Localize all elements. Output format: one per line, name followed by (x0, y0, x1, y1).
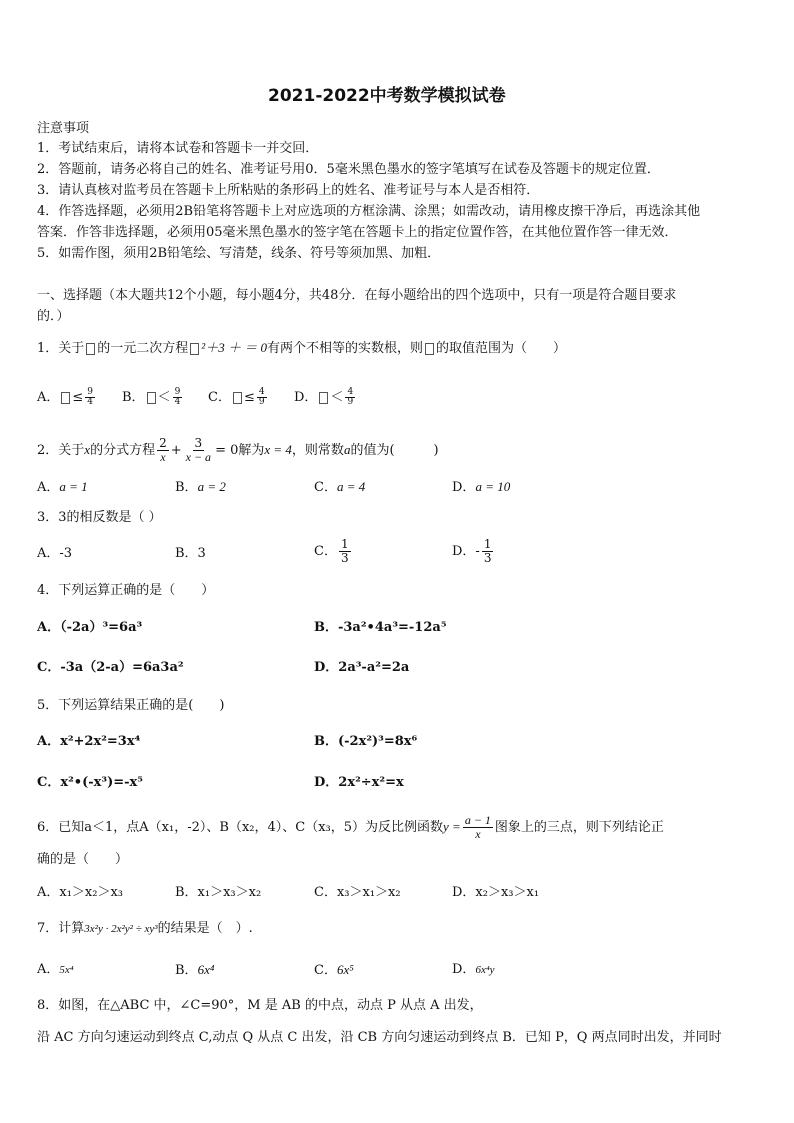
q7-stem-a: 7．计算 (37, 921, 85, 936)
option-label: C． (314, 544, 337, 559)
q1-option-d[interactable] (294, 388, 357, 407)
question-6-stem (37, 812, 664, 843)
q2-option-d[interactable] (452, 478, 510, 497)
q6-option-a[interactable]: A．x₁＞x₂＞x₃ (37, 885, 124, 900)
q1-option-c[interactable] (208, 388, 269, 407)
q2-option-a[interactable] (37, 478, 88, 497)
q2-condition: x = 4 (264, 442, 292, 457)
option-label: B． (122, 390, 145, 405)
option-label: A． (37, 480, 60, 495)
q6-option-c[interactable]: C．x₃＞x₁＞x₂ (314, 885, 401, 900)
option-value: a = 2 (197, 479, 226, 494)
q7-option-c[interactable] (314, 961, 354, 980)
option-value: 6x⁴y (475, 964, 495, 976)
option-fraction: $\frac{4}{9}$ (347, 387, 354, 407)
question-3-stem: 3．3的相反数是（ ） (37, 510, 162, 525)
option-label: B． (175, 963, 198, 978)
q2-option-c[interactable] (314, 478, 365, 497)
missing-glyph-icon (86, 343, 95, 355)
q1-stem-b: 的一元二次方程 (97, 341, 189, 356)
option-relation: ≤ (243, 390, 255, 405)
q1-stem-c: 有两个不相等的实数根，则 (266, 341, 423, 356)
q7-option-a[interactable] (37, 961, 74, 979)
option-relation: ≤ (72, 390, 84, 405)
option-relation: ＜ (330, 390, 344, 405)
option-label: D．- (452, 544, 480, 559)
question-2-stem: 2．关于x的分式方程 $\frac{2}{x}$ + $\frac{3}{x - a}$ = 0解为x = 4，则常数a的值为( ) (37, 436, 439, 464)
missing-glyph-icon (190, 343, 199, 355)
option-fraction: $\frac{1}{3}$ (340, 537, 349, 565)
option-label: C． (208, 390, 231, 405)
q6-stem-b: 图象上的三点，则下列结论正 (494, 820, 664, 835)
missing-glyph-icon (233, 392, 242, 404)
option-value: 6x⁴ (197, 962, 215, 977)
q2-stem-d: ，则常数 (291, 443, 344, 458)
q1-stem-d: 的取值范围为（ ） (435, 341, 566, 356)
q2-fraction-2: $\frac{3}{x - a}$ (185, 436, 212, 464)
q5-option-d[interactable]: D．2x²÷x²=x (314, 775, 404, 790)
question-5-stem: 5．下列运算结果正确的是( ) (37, 698, 225, 713)
missing-glyph-icon (61, 392, 70, 404)
q1-option-a[interactable] (37, 388, 97, 407)
missing-glyph-icon (425, 343, 434, 355)
q4-option-d[interactable]: D．2a³-a²=2a (314, 660, 410, 675)
q4-option-a[interactable]: A．（-2a）³=6a³ (37, 620, 143, 635)
option-label: D． (294, 390, 318, 405)
q7-expression: 3x²y · 2x²y² ÷ xy³ (84, 923, 158, 935)
q2-stem-e: 的值为( ) (350, 443, 439, 458)
q5-option-c[interactable]: C．x²•(-x³)=-x⁵ (37, 775, 143, 790)
missing-glyph-icon (147, 392, 156, 404)
page-title: 2021-2022中考数学模拟试卷 (268, 86, 506, 106)
option-fraction: $\frac{4}{9}$ (258, 387, 265, 407)
q5-option-a[interactable]: A．x²+2x²=3x⁴ (37, 734, 141, 749)
question-7-stem (37, 920, 253, 938)
notice-line: 1．考试结束后，请将本试卷和答题卡一并交回． (37, 141, 319, 156)
q6-fraction: $\frac{a - 1}{x}$ (464, 813, 491, 841)
q7-option-b[interactable] (175, 961, 214, 980)
q6-option-d[interactable]: D．x₂＞x₃＞x₁ (452, 885, 540, 900)
q2-option-b[interactable] (175, 478, 226, 497)
option-value: 6x⁵ (336, 962, 354, 977)
q6-function-lhs: y = (443, 819, 461, 834)
q6-stem-a: 6．已知a＜1，点A（x₁，-2）、B（x₂，4）、C（x₃，5）为反比例函数 (37, 820, 444, 835)
option-label: C． (314, 963, 337, 978)
notice-line: 3．请认真核对监考员在答题卡上所粘贴的条形码上的姓名、准考证号与本人是否相符． (37, 183, 540, 198)
notice-line: 2．答题前，请务必将自己的姓名、准考证号用0．5毫米黑色墨水的签字笔填写在试卷及答题卡的规定位置． (37, 162, 660, 177)
q7-stem-b: 的结果是（ ）. (157, 921, 253, 936)
option-value: a = 4 (336, 479, 366, 494)
q3-option-d[interactable] (452, 538, 495, 565)
q1-option-b[interactable] (122, 388, 184, 407)
option-label: B． (175, 480, 198, 495)
option-fraction: $\frac{9}{4}$ (174, 387, 181, 407)
q6-option-b[interactable]: B．x₁＞x₃＞x₂ (175, 885, 262, 900)
option-fraction: $\frac{9}{4}$ (87, 387, 94, 407)
option-relation: ＜ (157, 390, 171, 405)
option-label: D． (452, 480, 476, 495)
question-4-stem: 4．下列运算正确的是（ ） (37, 583, 215, 598)
q3-option-b[interactable]: B．3 (175, 546, 206, 561)
option-label: D． (452, 962, 476, 977)
option-fraction: $\frac{1}{3}$ (483, 537, 492, 565)
q2-variable-a: a (343, 442, 351, 457)
q2-eq-tail: = 0 (215, 443, 239, 458)
option-label: A． (37, 962, 60, 977)
question-1-stem (37, 339, 566, 358)
question-6-stem-cont: 确的是（ ） (37, 852, 129, 867)
option-value: a = 1 (59, 479, 88, 494)
section-heading: 一、选择题（本大题共12个小题，每小题4分，共48分．在每小题给出的四个选项中，只有一项是符合题目要求 (37, 288, 677, 303)
question-8-stem: 8．如图，在△ABC 中，∠C=90°，M 是 AB 的中点，动点 P 从点 A 出发， (37, 998, 483, 1013)
q4-option-c[interactable]: C．-3a（2-a）=6a3a² (37, 660, 184, 675)
notice-line: 4．作答选择题，必须用2B铅笔将答题卡上对应选项的方框涂满、涂黑；如需改动，请用橡皮擦干净后，再选涂其他 (37, 204, 701, 219)
q4-option-b[interactable]: B．-3a²•4a³=-12a⁵ (314, 620, 447, 635)
missing-glyph-icon (319, 392, 328, 404)
q3-option-c[interactable] (314, 538, 353, 565)
q7-option-d[interactable] (452, 961, 495, 979)
q1-equation: ²＋3 ＋ ＝ 0 (201, 340, 267, 355)
q5-option-b[interactable]: B．(-2x²)³=8x⁶ (314, 734, 418, 749)
q2-stem-c: 解为 (238, 443, 265, 458)
q2-variable: x (84, 442, 91, 457)
q2-stem-a: 2．关于 (37, 443, 85, 458)
q1-stem-a: 1．关于 (37, 341, 85, 356)
option-label: A． (37, 390, 60, 405)
notice-line: 5．如需作图，须用2B铅笔绘、写清楚，线条、符号等须加黑、加粗． (37, 246, 441, 261)
question-8-stem-cont: 沿 AC 方向匀速运动到终点 C,动点 Q 从点 C 出发，沿 CB 方向匀速运动到终点 B．已知 P，Q 两点同时出发，并同时 (37, 1030, 722, 1045)
q2-fraction-1: $\frac{2}{x}$ (159, 436, 167, 464)
option-label: C． (314, 480, 337, 495)
notice-heading: 注意事项 (37, 121, 90, 136)
section-heading-cont: 的．） (37, 309, 70, 324)
q2-stem-b: 的分式方程 (90, 443, 156, 458)
option-value: 5x⁴ (59, 964, 74, 976)
notice-line: 答案．作答非选择题，必须用05毫米黑色墨水的签字笔在答题卡上的指定位置作答，在其他位置作答一律无效． (37, 225, 678, 240)
q3-option-a[interactable]: A．-3 (37, 546, 73, 561)
option-value: a = 10 (475, 479, 511, 494)
